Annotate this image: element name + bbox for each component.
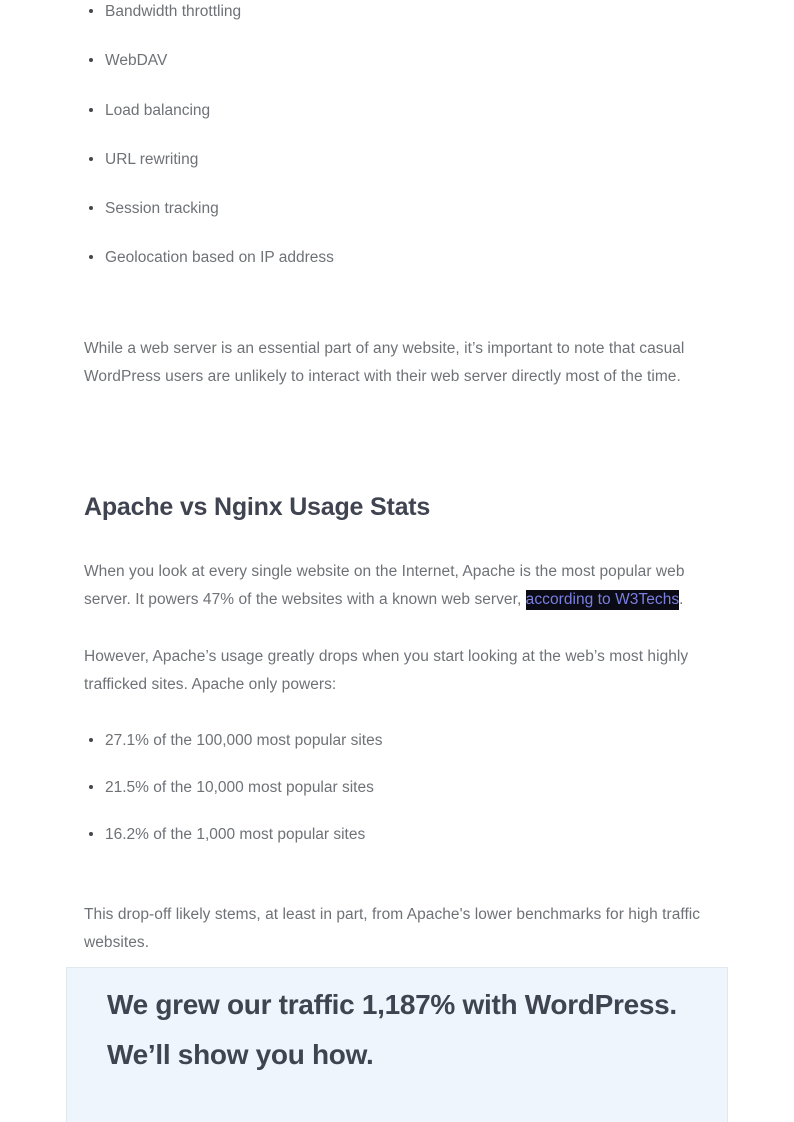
paragraph-usage xyxy=(84,558,712,614)
spacer xyxy=(84,296,712,335)
list-item-label: 21.5% of the 10,000 most popular sites xyxy=(105,778,374,796)
spacer xyxy=(84,522,712,558)
paragraph-conclusion: This drop-off likely stems, at least in part, from Apache's lower benchmarks for high traffic websites. xyxy=(84,906,701,952)
list-item xyxy=(84,197,712,220)
article-content xyxy=(84,0,712,957)
list-item-label: 16.2% of the 1,000 most popular sites xyxy=(105,826,366,843)
list-item xyxy=(84,823,712,846)
feature-list xyxy=(84,0,712,270)
paragraph-usage-period: . xyxy=(679,590,684,608)
paragraph-intro: While a web server is an essential part of any website, it’s important to note that casual WordPress users are unlikely to interact with their web server directly most of the time. xyxy=(84,339,685,385)
page-title: Apache vs Nginx Usage Stats xyxy=(84,492,431,521)
list-item-label: Session tracking xyxy=(105,200,219,217)
list-item xyxy=(84,0,712,23)
cta-banner[interactable] xyxy=(66,967,728,1122)
list-item-label: URL rewriting xyxy=(105,150,199,168)
list-item xyxy=(84,776,712,799)
list-item xyxy=(84,246,712,269)
cta-subtitle: We’ll show you how. xyxy=(107,1039,374,1070)
spacer xyxy=(84,614,712,643)
cta-title: We grew our traffic 1,187% with WordPress. xyxy=(107,989,677,1020)
paragraph-usage-text: When you look at every single website on the Internet, Apache is the most popular web server. It powers 47% of the websites with a known web server, xyxy=(84,562,685,608)
list-item xyxy=(84,99,712,122)
paragraph-dropoff: However, Apache’s usage greatly drops when you start looking at the web’s most highly trafficked sites. Apache only powers: xyxy=(84,647,689,693)
list-item-label: Bandwidth throttling xyxy=(105,3,242,20)
list-item xyxy=(84,49,712,72)
list-item-label: 27.1% of the 100,000 most popular sites xyxy=(105,731,383,749)
list-item-label: Load balancing xyxy=(105,101,211,119)
stats-list xyxy=(84,729,712,847)
spacer xyxy=(84,870,712,901)
list-item xyxy=(84,148,712,171)
spacer xyxy=(84,699,712,729)
list-item-label: WebDAV xyxy=(105,52,168,70)
list-item xyxy=(84,729,712,752)
cta-inner xyxy=(67,968,727,1074)
spacer xyxy=(84,391,712,492)
w3techs-link[interactable]: according to W3Techs xyxy=(525,590,680,608)
list-item-label: Geolocation based on IP address xyxy=(105,249,334,267)
